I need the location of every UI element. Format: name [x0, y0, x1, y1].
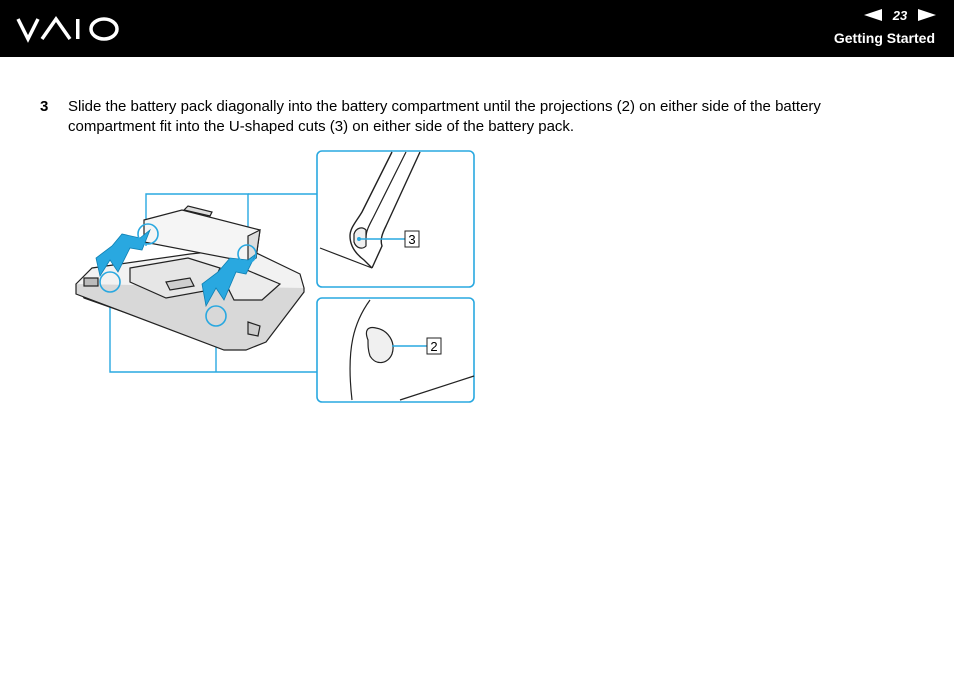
battery-pack: [144, 206, 260, 262]
callout-label-3: 3: [408, 232, 416, 247]
vaio-logo: [16, 13, 122, 45]
page-navigation: [864, 6, 936, 24]
triangle-right-icon[interactable]: [918, 9, 936, 21]
header-bar: [0, 0, 954, 57]
step-number: 3: [40, 98, 49, 115]
callout-u-shaped-cut: [317, 151, 474, 287]
callout-label-2: 2: [430, 339, 438, 354]
page-number: 23: [892, 7, 908, 23]
battery-installation-illustration: [70, 150, 478, 406]
step-text: Slide the battery pack diagonally into the battery compartment until the projections (2) on either side of the battery compartment fit into the U-shaped cuts (3) on either side of the battery pack.: [68, 98, 821, 135]
section-title: Getting Started: [833, 30, 935, 46]
step-3: [40, 97, 900, 137]
callout-projection: [317, 298, 474, 402]
triangle-left-icon[interactable]: [864, 9, 882, 21]
